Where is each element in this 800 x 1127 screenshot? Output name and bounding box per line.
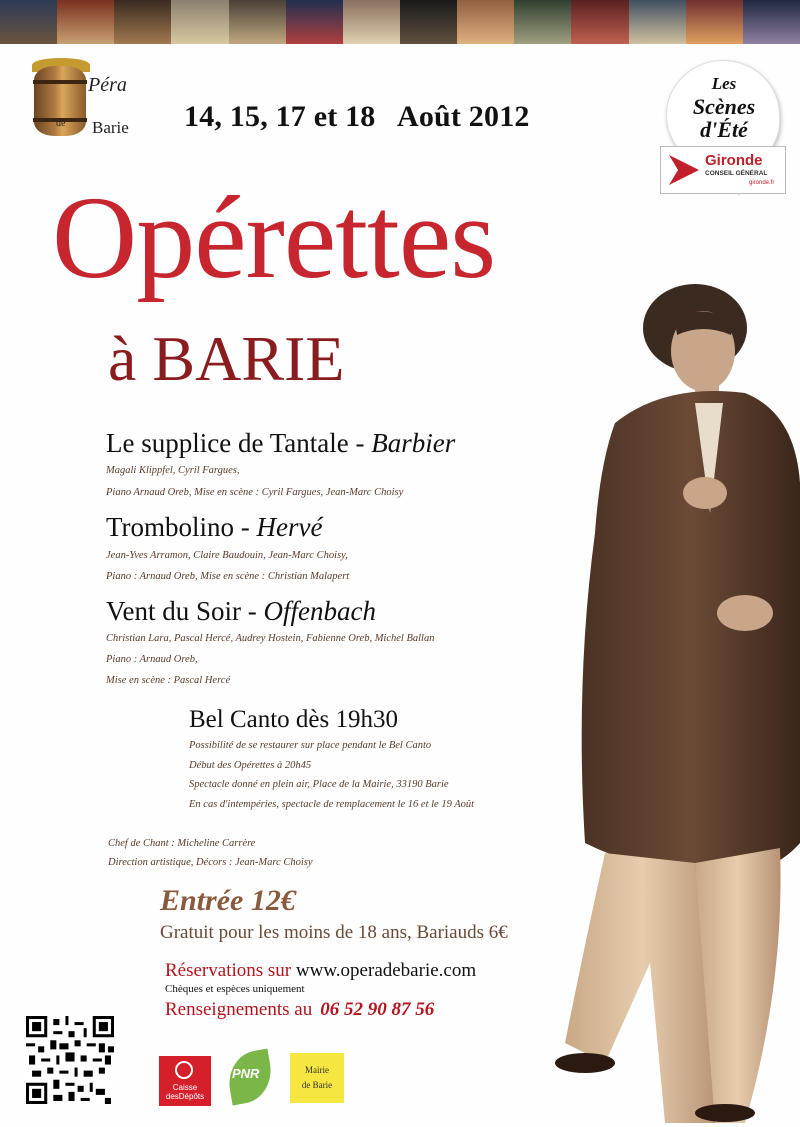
mairie-de-barie-logo: Mairie de Barie [290,1053,344,1103]
show-title: Vent du Soir - Offenbach [106,596,376,626]
seal-icon [175,1061,193,1079]
info-line: Début des Opérettes à 20h45 [189,760,312,771]
qr-code[interactable] [26,1016,114,1104]
logo-text: Les [711,74,737,93]
logo-text: Scènes [692,94,756,119]
info-line: Possibilité de se restaurer sur place pendant le Bel Canto [189,740,432,751]
bel-canto-heading: Bel Canto dès 19h30 [189,706,399,733]
show-credit: Piano Arnaud Oreb, Mise en scène : Cyril Fargues, Jean-Marc Choisy [106,487,404,498]
show-title: Trombolino - Hervé [106,512,323,542]
pnr-logo: PNR [224,1050,276,1106]
poster-subtitle: à BARIE [108,323,345,394]
website-link[interactable]: www.operadebarie.com [295,960,477,981]
show-credit: Piano : Arnaud Oreb, [106,654,198,665]
reduced-price: Gratuit pour les moins de 18 ans, Bariauds 6€ [160,922,508,943]
logo-text: Barie [92,118,129,137]
info-line: Spectacle donné en plein air, Place de la Mairie, 33190 Barie [189,779,449,790]
staff-line: Chef de Chant : Micheline Carrère [108,838,256,849]
opera-de-barie-logo [30,58,140,148]
show-credit: Mise en scène : Pascal Hercé [106,675,231,686]
reservation-line: Réservations sur www.operadebarie.com [165,960,477,981]
logo-text: de [56,118,66,129]
info-line: En cas d'intempéries, spectacle de remplacement le 16 et le 19 Août [189,799,475,810]
info-phone-line: Renseignements au 06 52 90 87 56 [165,999,435,1020]
show-credit: Christian Lara, Pascal Hercé, Audrey Hostein, Fabienne Oreb, Michel Ballan [106,633,435,644]
show-credit: Piano : Arnaud Oreb, Mise en scène : Christian Malapert [106,571,350,582]
entry-price: Entrée 12€ [160,884,296,917]
show-credit: Magali Klippfel, Cyril Fargues, [106,465,240,476]
composer-portrait [545,283,800,1123]
gironde-logo: Gironde CONSEIL GÉNÉRAL gironde.fr [660,146,786,194]
poster-title: Opérettes [52,172,496,303]
phone-number[interactable]: 06 52 90 87 56 [320,999,435,1020]
logo-text: Péra [88,74,127,96]
staff-line: Direction artistique, Décors : Jean-Marc Choisy [108,857,313,868]
photo-strip [0,0,800,44]
payment-note: Chèques et espèces uniquement [165,983,305,995]
gironde-arrow-icon [669,155,699,185]
show-title: Le supplice de Tantale - Barbier [106,428,456,458]
event-dates: 14, 15, 17 et 18 Août 2012 [184,100,530,133]
logo-text: d'Été [700,117,748,142]
caisse-des-depots-logo: Caisse desDépôts [159,1056,211,1106]
show-credit: Jean-Yves Arramon, Claire Baudouin, Jean-Marc Choisy, [106,550,348,561]
